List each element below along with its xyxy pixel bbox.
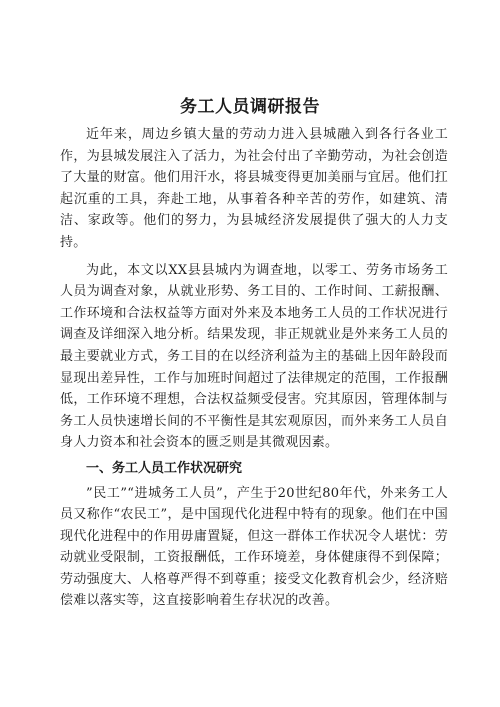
section-paragraph: ”民工”“进城务工人员”，产生于20世纪80年代，外来务工人员又称作“农民工”，是中国现代化进程中特有的现象。他们在中国现代化进程中的作用毋庸置疑，但这一群体工作状况令人堪忧：劳动就业受限制，工资报酬低，工作环境差，身体健康得不到保障；劳动强度大、人格尊严得不到尊重；接受文化教育机会少，经济赔偿难以落实等，这直接影响着生存状况的改善。 xyxy=(60,485,448,609)
intro-paragraph: 近年来，周边乡镇大量的劳动力进入县城融入到各行各业工作，为县城发展注入了活力，为社会付出了辛勤劳动，为社会创造了大量的财富。他们用汗水，将县城变得更加美丽与宜居。他们扛起沉重的工具，奔赴工地，从事着各种辛苦的劳作，如建筑、清洁、家政等。他们的努力，为县城经济发展提供了强大的人力支持。 xyxy=(60,127,448,250)
section-heading: 一、务工人员工作状况研究 xyxy=(86,460,243,476)
document-title: 务工人员调研报告 xyxy=(180,97,320,117)
document-body xyxy=(60,124,448,612)
method-paragraph: 为此，本文以XX县县城内为调查地，以零工、劳务市场务工人员为调查对象，从就业形势、务工目的、工作时间、工薪报酬、工作环境和合法权益等方面对外来及本地务工人员的工作状况进行调查及详细深入地分析。结果发现，非正规就业是外来务工人员的最主要就业方式，务工目的在以经济利益为主的基础上因年龄段而显现出差异性，工作与加班时间超过了法律规定的范围，工作报酬低，工作环境不理想，合法权益频受侵害。究其原因，管理体制与务工人员快速增长间的不平衡性是其宏观原因，而外来务工人员自身人力资本和社会资本的匮乏则是其微观因素。 xyxy=(60,262,448,451)
